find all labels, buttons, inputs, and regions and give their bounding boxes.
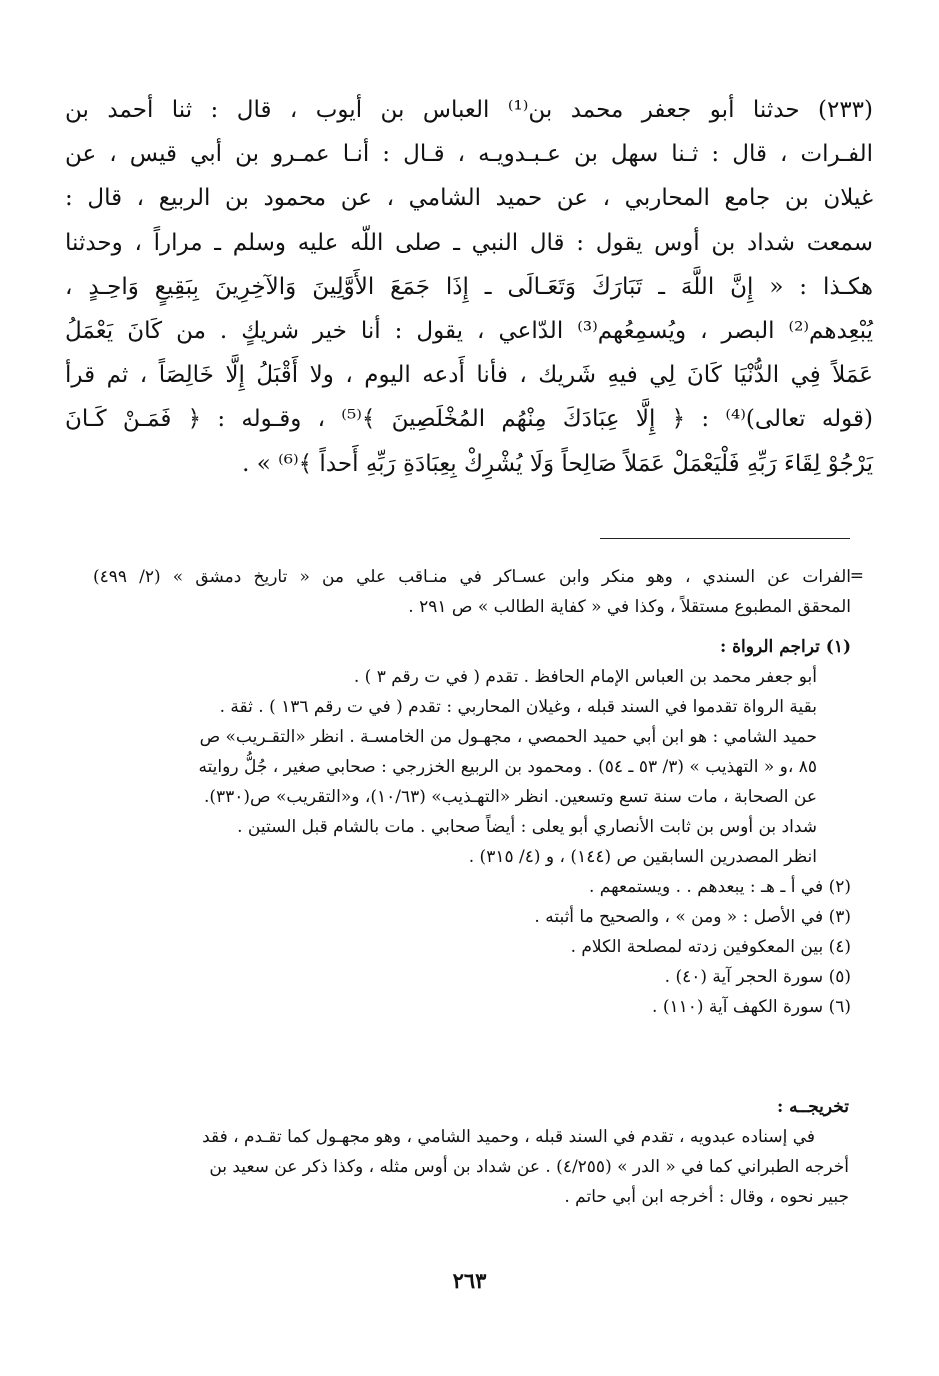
- takhrij-heading: تخريجــه :: [776, 1097, 849, 1117]
- continuation-mark: =: [849, 566, 864, 586]
- main-text-line: هكـذا : « إِنَّ اللَّهَ ـ تَبَارَكَ وَتَعَـالَى ـ إِذَا جَمَعَ الأَوَّلِينَ وَالآخِرِينَ بِبَقِيعٍ وَاحِـدٍ ،: [65, 273, 873, 300]
- footnote-1-line: عن الصحابة ، مات سنة تسع وتسعين. انظر «التهـذيب» (١٠/٦٣)، و«التقريب» ص(٣٣٠).: [203, 787, 817, 807]
- main-text-line: الفـرات ، قال : ثـنا سهل بن عـبـدويـه ، قـال : أنـا عمـرو بن أبي قيس ، عن: [65, 141, 873, 168]
- footnote-6: (٦) سورة الكهف آية (١١٠) .: [652, 997, 851, 1017]
- footnote-continuation-line: المحقق المطبوع مستقلاً ، وكذا في « كفاية الطالب » ص ٢٩١ .: [408, 597, 851, 617]
- main-text-line: (قوله تعالى)⁽⁴⁾ : ﴿ إِلَّا عِبَادَكَ مِنْهُم المُخْلَصِينَ ﴾⁽⁵⁾ ، وقـوله : ﴿ فَمَـنْ كَـانَ: [65, 406, 874, 433]
- footnote-1-heading: (١) تراجم الرواة :: [719, 637, 851, 657]
- main-text-line: سمعت شداد بن أوس يقول : قال النبي ـ صلى اللّه عليه وسلم ـ مراراً ، وحدثنا: [65, 229, 873, 256]
- footnote-1-line: ٨٥ ،و « التهذيب » (٣/ ٥٣ ـ ٥٤) . ومحمود بن الربيع الخزرجي : صحابي صغير ، جُلُّ روايته: [198, 757, 817, 777]
- main-text-line: يَرْجُوْ لِقَاءَ رَبِّهِ فَلْيَعْمَلْ عَمَلاً صَالِحاً وَلَا يُشْرِكْ بِعِبَادَةِ رَبِّهِ أَحداً ﴾⁽⁶⁾ » .: [242, 450, 873, 477]
- footnote-1-line: بقية الرواة تقدموا في السند قبله ، وغيلان المحاربي : تقدم ( في ت رقم ١٣٦ ) . ثقة .: [219, 697, 817, 717]
- takhrij-section: [89, 1092, 849, 1212]
- footnotes: [93, 562, 851, 1022]
- footnote-1-line: حميد الشامي : هو ابن أبي حميد الحمصي ، مجهـول من الخامسـة . انظر «التقـريب» ص: [199, 727, 817, 747]
- takhrij-line: في إسناده عبدويه ، تقدم في السند قبله ، وحميد الشامي ، وهو مجهـول كما تقـدم ، فقد: [202, 1127, 815, 1147]
- footnote-3: (٣) في الأصل : « ومن » ، والصحيح ما أثبته .: [534, 907, 851, 927]
- footnote-divider: [600, 538, 850, 539]
- footnote-1-line: انظر المصدرين السابقين ص (١٤٤) ، و (٤/ ٣١٥) .: [468, 847, 817, 867]
- footnote-5: (٥) سورة الحجر آية (٤٠) .: [664, 967, 851, 987]
- footnote-4: (٤) بين المعكوفين زدته لمصلحة الكلام .: [570, 937, 851, 957]
- takhrij-line: أخرجه الطبراني كما في « الدر » (٤/٢٥٥) . عن شداد بن أوس مثله ، وكذا ذكر عن سعيد بن: [209, 1157, 849, 1177]
- main-text-line: غيلان بن جامع المحاربي ، عن حميد الشامي ، عن محمود بن الربيع ، قال :: [65, 185, 873, 212]
- main-text-line: (٢٣٣) حدثنا أبو جعفر محمد بن⁽¹⁾ العباس بن أيوب ، قال : ثنا أحمد بن: [65, 97, 874, 123]
- footnote-1-line: شداد بن أوس بن ثابت الأنصاري أبو يعلى : أيضاً صحابي . مات بالشام قبل الستين .: [237, 817, 817, 837]
- footnote-2: (٢) في أ ـ هـ : يبعدهم . . ويستمعهم .: [588, 877, 851, 897]
- footnote-continuation-line: الفرات عن السندي ، وهو منكر وابن عسـاكر في منـاقب علي من « تاريخ دمشق » (٢/ ٤٩٩): [93, 567, 851, 587]
- main-text: [65, 88, 873, 486]
- takhrij-line: جبير نحوه ، وقال : أخرجه ابن أبي حاتم .: [564, 1187, 849, 1207]
- page-number: ٢٦٣: [452, 1268, 487, 1293]
- main-text-line: يُبْعِدهم⁽²⁾ البصر ، ويُسمِعُهم⁽³⁾ الدّاعي ، يقول : أنا خير شريكٍ . من كَانَ يَعْمَلُ: [65, 318, 873, 345]
- footnote-1-line: أبو جعفر محمد بن العباس الإمام الحافظ . تقدم ( في ت رقم ٣ ) .: [353, 667, 817, 687]
- main-text-line: عَمَلاً فِي الدُّنْيَا كَانَ لِي فيهِ شَريك ، فأنا أَدعه اليوم ، ولا أَقْبَلُ إِلَّا خَالِصَاً ، ثم قرأ: [65, 362, 873, 389]
